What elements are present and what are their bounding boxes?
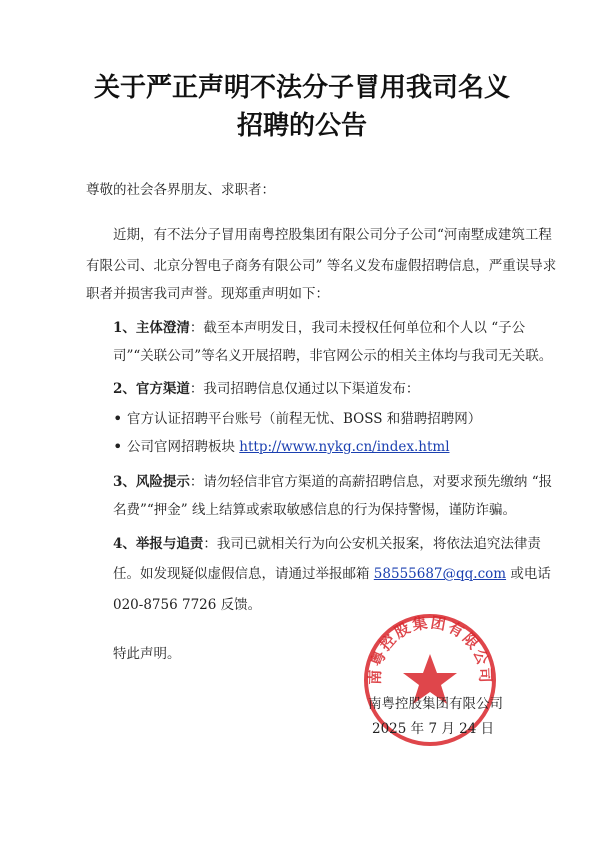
item1-label: 1、主体澄清 — [113, 320, 190, 336]
item3-label: 3、风险提示 — [113, 474, 190, 490]
seal-text: 南粤控股集团有限公司 — [365, 613, 495, 685]
intro-line-3: 职者并损害我司声誉。现郑重声明如下： — [86, 286, 329, 302]
intro-line-1: 近期，有不法分子冒用南粤控股集团有限公司分子公司“河南墅成建筑工程 — [113, 227, 552, 243]
item3-line-1 — [113, 473, 552, 491]
item2-text: ：我司招聘信息仅通过以下渠道发布： — [189, 381, 420, 397]
item3-line-2: 名费”“押金” 线上结算或索取敏感信息的行为保持警惕，谨防诈骗。 — [113, 502, 516, 518]
item4-text-suffix: 或电话 — [506, 566, 551, 582]
signature-company: 南粤控股集团有限公司 — [368, 696, 503, 712]
bullet-dot: • — [113, 437, 123, 456]
document-title-line1: 关于严正声明不法分子冒用我司名义 — [93, 73, 510, 103]
intro-line-2: 有限公司、北京分智电子商务有限公司” 等名义发布虚假招聘信息，严重误导求 — [86, 258, 557, 274]
item1-line-2: 司”“关联公司”等名义开展招聘，非官网公示的相关主体均与我司无关联。 — [113, 348, 553, 364]
item4-label: 4、举报与追责 — [113, 536, 204, 552]
bullet-dot: • — [113, 409, 123, 428]
bullet-item-platforms: 官方认证招聘平台账号（前程无忧、BOSS 和猎聘招聘网） — [127, 411, 482, 427]
signature-date: 2025 年 7 月 24 日 — [372, 721, 495, 737]
item4-line-3: 020-8756 7726 反馈。 — [113, 597, 262, 613]
website-link[interactable]: http://www.nykg.cn/index.html — [239, 439, 450, 455]
item4-text-prefix: 任。如发现疑似虚假信息，请通过举报邮箱 — [113, 566, 374, 582]
item3-text: ：请勿轻信非官方渠道的高薪招聘信息，对要求预先缴纳 “报 — [189, 474, 553, 490]
salutation: 尊敬的社会各界朋友、求职者： — [86, 182, 275, 198]
item4-text: ：我司已就相关行为向公安机关报案，将依法追究法律责 — [203, 536, 541, 552]
item2-line — [113, 380, 419, 398]
bullet-website-prefix: 公司官网招聘板块 — [127, 439, 240, 455]
item4-line-2 — [113, 565, 551, 583]
item1-text: ：截至本声明发日，我司未授权任何单位和个人以 “子公 — [189, 320, 526, 336]
report-email-link[interactable]: 58555687@qq.com — [373, 566, 507, 582]
item2-label: 2、官方渠道 — [113, 381, 190, 397]
document-title-line2: 招聘的公告 — [236, 111, 367, 141]
item1-line-1 — [113, 319, 525, 337]
closing-statement: 特此声明。 — [113, 646, 181, 662]
bullet-item-website — [127, 438, 450, 456]
item4-line-1 — [113, 535, 541, 553]
